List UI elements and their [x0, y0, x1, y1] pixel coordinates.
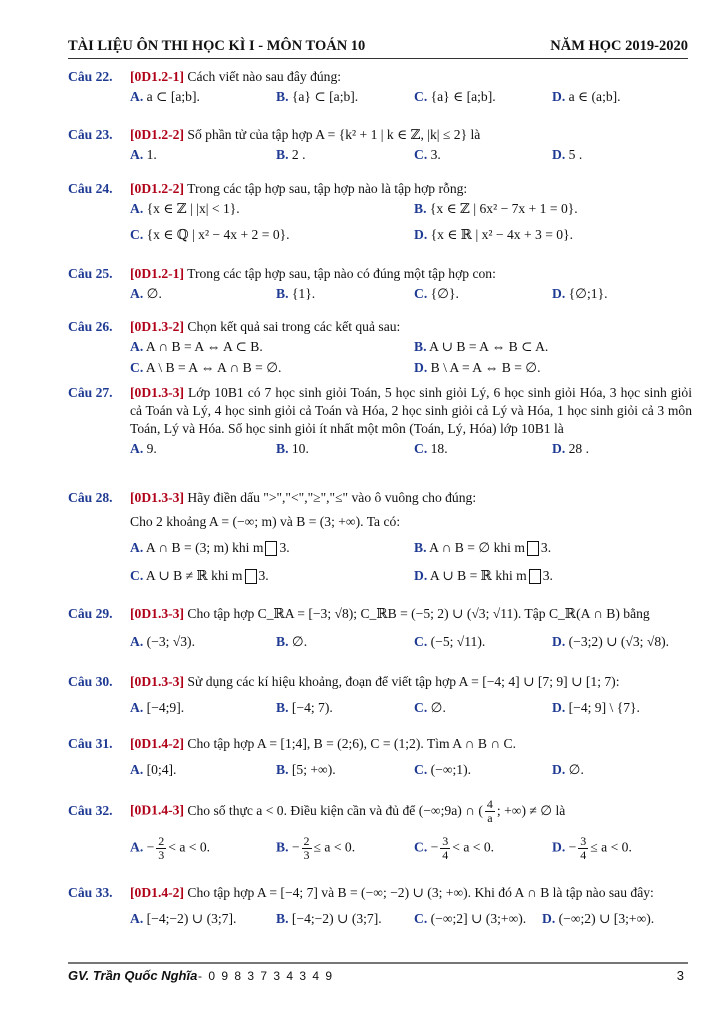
- option-d[interactable]: D. [−4; 9] \ {7}.: [552, 700, 640, 715]
- question-25: [68, 265, 692, 307]
- question-code: [0D1.3-3]: [130, 606, 184, 621]
- question-stem: Cho tập hợp A = [1;4], B = (2;6), C = (1;2). Tìm A ∩ B ∩ C.: [187, 736, 517, 751]
- question-code: [0D1.3-3]: [130, 674, 184, 689]
- question-30: [68, 673, 692, 721]
- footer-author: GV. Trần Quốc Nghĩa: [68, 968, 198, 983]
- option-d[interactable]: D. 28 .: [552, 441, 590, 456]
- answer-box[interactable]: [527, 541, 539, 556]
- option-b[interactable]: B. 2 .: [276, 147, 306, 162]
- option-a[interactable]: A. ∅.: [130, 286, 162, 301]
- option-c[interactable]: C. (−5; √11).: [414, 634, 486, 649]
- option-b[interactable]: B. [5; +∞).: [276, 762, 336, 777]
- question-number: Câu 27.: [68, 385, 113, 400]
- option-c[interactable]: C. (−∞;1).: [414, 762, 472, 777]
- option-c[interactable]: C. A ∪ B ≠ ℝ khi m 3.: [130, 568, 269, 583]
- option-d[interactable]: D. {x ∈ ℝ | x² − 4x + 3 = 0}.: [414, 227, 573, 242]
- option-c[interactable]: C. (−∞;2] ∪ (3;+∞).: [414, 911, 527, 926]
- question-stem: Cách viết nào sau đây đúng:: [187, 69, 342, 84]
- option-d[interactable]: D. (−∞;2) ∪ [3;+∞).: [542, 911, 655, 926]
- question-33: [68, 884, 692, 932]
- option-b[interactable]: B. {a} ⊂ [a;b].: [276, 89, 359, 104]
- question-32: [68, 798, 692, 865]
- question-number: Câu 22.: [68, 69, 113, 84]
- footer-phone: - 0 9 8 3 7 3 4 3 4 9: [198, 969, 334, 983]
- option-b[interactable]: B. A ∪ B = A ⇔ B ⊂ A.: [414, 339, 549, 354]
- question-number: Câu 32.: [68, 803, 113, 818]
- page-number: 3: [676, 968, 684, 983]
- answer-box[interactable]: [265, 541, 277, 556]
- question-number: Câu 33.: [68, 885, 113, 900]
- question-code: [0D1.3-2]: [130, 319, 184, 334]
- option-c[interactable]: C. − $\frac{3}{4}$ < a < 0.: [414, 834, 495, 862]
- question-code: [0D1.4-3]: [130, 802, 184, 818]
- question-31: [68, 735, 692, 783]
- footer-divider: [68, 962, 688, 964]
- option-c[interactable]: C. {∅}.: [414, 286, 459, 301]
- option-a[interactable]: A. [−4;9].: [130, 700, 185, 715]
- option-c[interactable]: C. {a} ∈ [a;b].: [414, 89, 496, 104]
- question-code: [0D1.3-3]: [130, 490, 184, 505]
- option-a[interactable]: A. A ∩ B = (3; m) khi m 3.: [130, 540, 290, 555]
- option-a[interactable]: A. {x ∈ ℤ | |x| < 1}.: [130, 201, 240, 216]
- question-24: [68, 180, 692, 248]
- option-c[interactable]: C. A \ B = A ⇔ A ∩ B = ∅.: [130, 360, 282, 375]
- answer-box[interactable]: [529, 569, 541, 584]
- header-year: NĂM HỌC 2019-2020: [550, 38, 688, 54]
- question-code: [0D1.2-1]: [130, 266, 184, 281]
- option-b[interactable]: B. {1}.: [276, 286, 316, 301]
- question-26: [68, 318, 692, 378]
- question-number: Câu 23.: [68, 127, 113, 142]
- question-number: Câu 25.: [68, 266, 113, 281]
- option-b[interactable]: B. ∅.: [276, 634, 308, 649]
- question-number: Câu 28.: [68, 490, 113, 505]
- fraction: $\frac{4}{a}$: [486, 797, 493, 825]
- option-b[interactable]: B. A ∩ B = ∅ khi m 3.: [414, 540, 552, 555]
- option-c[interactable]: C. 3.: [414, 147, 441, 162]
- question-stem: Lớp 10B1 có 7 học sinh giỏi Toán, 5 học sinh giỏi Lý, 6 học sinh giỏi Hóa, 3 học sinh giỏi cả Toán và Lý, 4 học sinh giỏi cả Toán và Hóa, 2 học sinh giỏi cả Lý và Hóa, 1 học sinh giỏi cả 3 môn Toán, Lý và Hóa. Số học sinh giỏi ít nhất một môn (Toán, Lý, Hóa) lớp 10B1 là: [130, 385, 692, 436]
- option-d[interactable]: D. a ∈ (a;b].: [552, 89, 621, 104]
- option-d[interactable]: D. A ∪ B = ℝ khi m 3.: [414, 568, 553, 583]
- question-stem: Trong các tập hợp sau, tập nào có đúng một tập hợp con:: [187, 266, 496, 281]
- question-number: Câu 30.: [68, 674, 113, 689]
- option-a[interactable]: A. [−4;−2) ∪ (3;7].: [130, 911, 237, 926]
- question-27: [68, 384, 692, 462]
- question-stem-2: Cho 2 khoảng A = (−∞; m) và B = (3; +∞). Ta có:: [130, 514, 401, 529]
- option-d[interactable]: D. ∅.: [552, 762, 584, 777]
- page-header: [68, 38, 688, 59]
- option-b[interactable]: B. [−4; 7).: [276, 700, 333, 715]
- question-stem: Cho tập hợp C_ℝA = [−3; √8); C_ℝB = (−5; 2) ∪ (√3; √11). Tập C_ℝ(A ∩ B) bằng: [187, 606, 650, 621]
- question-code: [0D1.2-2]: [130, 127, 184, 142]
- option-b[interactable]: B. {x ∈ ℤ | 6x² − 7x + 1 = 0}.: [414, 201, 578, 216]
- question-stem: Cho tập hợp A = [−4; 7] và B = (−∞; −2) ∪ (3; +∞). Khi đó A ∩ B là tập nào sau đây:: [187, 885, 654, 900]
- question-code: [0D1.4-2]: [130, 736, 184, 751]
- question-number: Câu 26.: [68, 319, 113, 334]
- option-d[interactable]: D. 5 .: [552, 147, 583, 162]
- question-23: [68, 126, 692, 168]
- question-stem: Trong các tập hợp sau, tập hợp nào là tập hợp rỗng:: [187, 181, 468, 196]
- option-c[interactable]: C. ∅.: [414, 700, 446, 715]
- question-number: Câu 31.: [68, 736, 113, 751]
- option-a[interactable]: A. (−3; √3).: [130, 634, 195, 649]
- header-title: TÀI LIỆU ÔN THI HỌC KÌ I - MÔN TOÁN 10: [68, 38, 366, 54]
- option-a[interactable]: A. − $\frac{2}{3}$ < a < 0.: [130, 834, 211, 862]
- question-code: [0D1.4-2]: [130, 885, 184, 900]
- option-d[interactable]: D. − $\frac{3}{4}$ ≤ a < 0.: [552, 834, 632, 862]
- question-stem: Số phần tử của tập hợp A = {k² + 1 | k ∈ ℤ, |k| ≤ 2} là: [187, 127, 481, 142]
- question-number: Câu 24.: [68, 181, 113, 196]
- question-code: [0D1.3-3]: [130, 385, 184, 400]
- option-a[interactable]: A. a ⊂ [a;b].: [130, 89, 200, 104]
- option-b[interactable]: B. − $\frac{2}{3}$ ≤ a < 0.: [276, 834, 356, 862]
- option-b[interactable]: B. [−4;−2) ∪ (3;7].: [276, 911, 382, 926]
- option-d[interactable]: D. B \ A = A ⇔ B = ∅.: [414, 360, 541, 375]
- option-d[interactable]: D. {∅;1}.: [552, 286, 608, 301]
- option-a[interactable]: A. 1.: [130, 147, 157, 162]
- question-29: [68, 605, 692, 655]
- option-c[interactable]: C. 18.: [414, 441, 448, 456]
- question-code: [0D1.2-2]: [130, 181, 184, 196]
- question-stem: Hãy điền dấu ">","<","≥","≤" vào ô vuông cho đúng:: [187, 490, 477, 505]
- question-code: [0D1.2-1]: [130, 69, 184, 84]
- question-stem: Cho số thực a < 0. Điều kiện cần và đủ để (−∞;9a) ∩ ( $\frac{4}{a}$ ; +∞) ≠ ∅ là: [187, 797, 566, 825]
- question-stem: Sử dụng các kí hiệu khoảng, đoạn để viết tập hợp A = [−4; 4] ∪ [7; 9] ∪ [1; 7):: [187, 674, 620, 689]
- option-d[interactable]: D. (−3;2) ∪ (√3; √8).: [552, 634, 670, 649]
- option-c[interactable]: C. {x ∈ ℚ | x² − 4x + 2 = 0}.: [130, 227, 290, 242]
- question-stem: Chọn kết quả sai trong các kết quả sau:: [187, 319, 401, 334]
- question-22: [68, 68, 692, 110]
- question-number: Câu 29.: [68, 606, 113, 621]
- option-a[interactable]: A. 9.: [130, 441, 157, 456]
- option-b[interactable]: B. 10.: [276, 441, 309, 456]
- option-a[interactable]: A. [0;4].: [130, 762, 177, 777]
- question-28: [68, 489, 692, 589]
- answer-box[interactable]: [245, 569, 257, 584]
- option-a[interactable]: A. A ∩ B = A ⇔ A ⊂ B.: [130, 339, 263, 354]
